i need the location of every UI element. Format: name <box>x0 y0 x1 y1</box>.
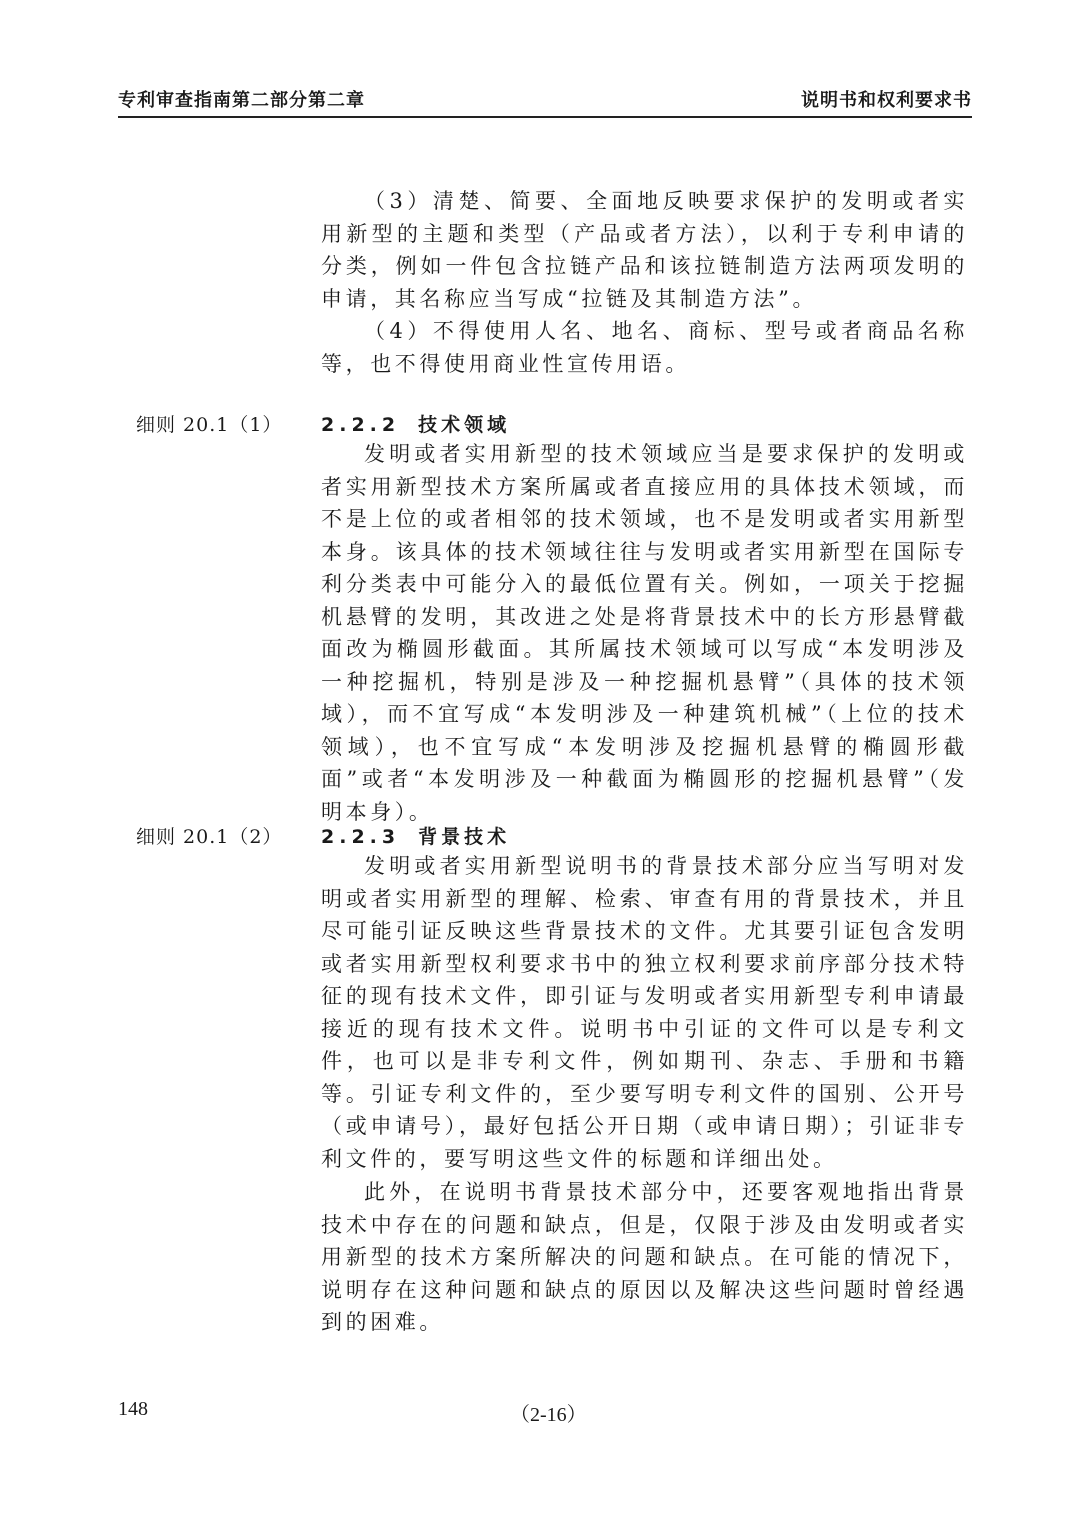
header-section-title: 说明书和权利要求书 <box>801 90 972 111</box>
section-heading-technical-field <box>321 410 510 437</box>
header-chapter-title: 专利审查指南第二部分第二章 <box>118 90 365 111</box>
page-code: （2-16） <box>510 1404 587 1426</box>
section-heading-background-art <box>321 822 510 849</box>
rule-reference-background-art: 细则 20.1（2） <box>136 826 283 848</box>
title-rule-item-3: （3）清楚、简要、全面地反映要求保护的发明或者实用新型的主题和类型（产品或者方法），以利于专利申请的分类，例如一件包含拉链产品和该拉链制造方法两项发明的申请，其名称应当写成“拉链及其制造方法”。 <box>321 189 968 311</box>
section-title: 背景技术 <box>418 826 511 848</box>
title-rule-item-4: （4）不得使用人名、地名、商标、型号或者商品名称等，也不得使用商业性宣传用语。 <box>321 319 968 376</box>
page-number: 148 <box>118 1398 148 1420</box>
background-art-paragraph-2: 此外，在说明书背景技术部分中，还要客观地指出背景技术中存在的问题和缺点，但是，仅限于涉及由发明或者实用新型的技术方案所解决的问题和缺点。在可能的情况下，说明存在这种问题和缺点的原因以及解决这些问题时曾经遇到的困难。 <box>321 1180 968 1334</box>
background-art-paragraph-1: 发明或者实用新型说明书的背景技术部分应当写明对发明或者实用新型的理解、检索、审查有用的背景技术，并且尽可能引证反映这些背景技术的文件。尤其要引证包含发明或者实用新型权利要求书中的独立权利要求前序部分技术特征的现有技术文件，即引证与发明或者实用新型专利申请最接近的现有技术文件。说明书中引证的文件可以是专利文件，也可以是非专利文件，例如期刊、杂志、手册和书籍等。引证专利文件的，至少要写明专利文件的国别、公开号（或申请号），最好包括公开日期（或申请日期）；引证非专利文件的，要写明这些文件的标题和详细出处。 <box>321 854 968 1171</box>
section-number: 2.2.2 <box>321 414 401 436</box>
running-header <box>118 86 972 118</box>
technical-field-paragraph: 发明或者实用新型的技术领域应当是要求保护的发明或者实用新型技术方案所属或者直接应用的具体技术领域，而不是上位的或者相邻的技术领域，也不是发明或者实用新型本身。该具体的技术领域往往与发明或者实用新型在国际专利分类表中可能分入的最低位置有关。例如，一项关于挖掘机悬臂的发明，其改进之处是将背景技术中的长方形悬臂截面改为椭圆形截面。其所属技术领域可以写成“本发明涉及一种挖掘机，特别是涉及一种挖掘机悬臂”（具体的技术领域），而不宜写成“本发明涉及一种建筑机械”（上位的技术领域），也不宜写成“本发明涉及挖掘机悬臂的椭圆形截面”或者“本发明涉及一种截面为椭圆形的挖掘机悬臂”（发明本身）。 <box>321 442 968 824</box>
section-number: 2.2.3 <box>321 826 401 848</box>
section-title: 技术领域 <box>418 414 511 436</box>
rule-reference-technical-field: 细则 20.1（1） <box>136 414 283 436</box>
